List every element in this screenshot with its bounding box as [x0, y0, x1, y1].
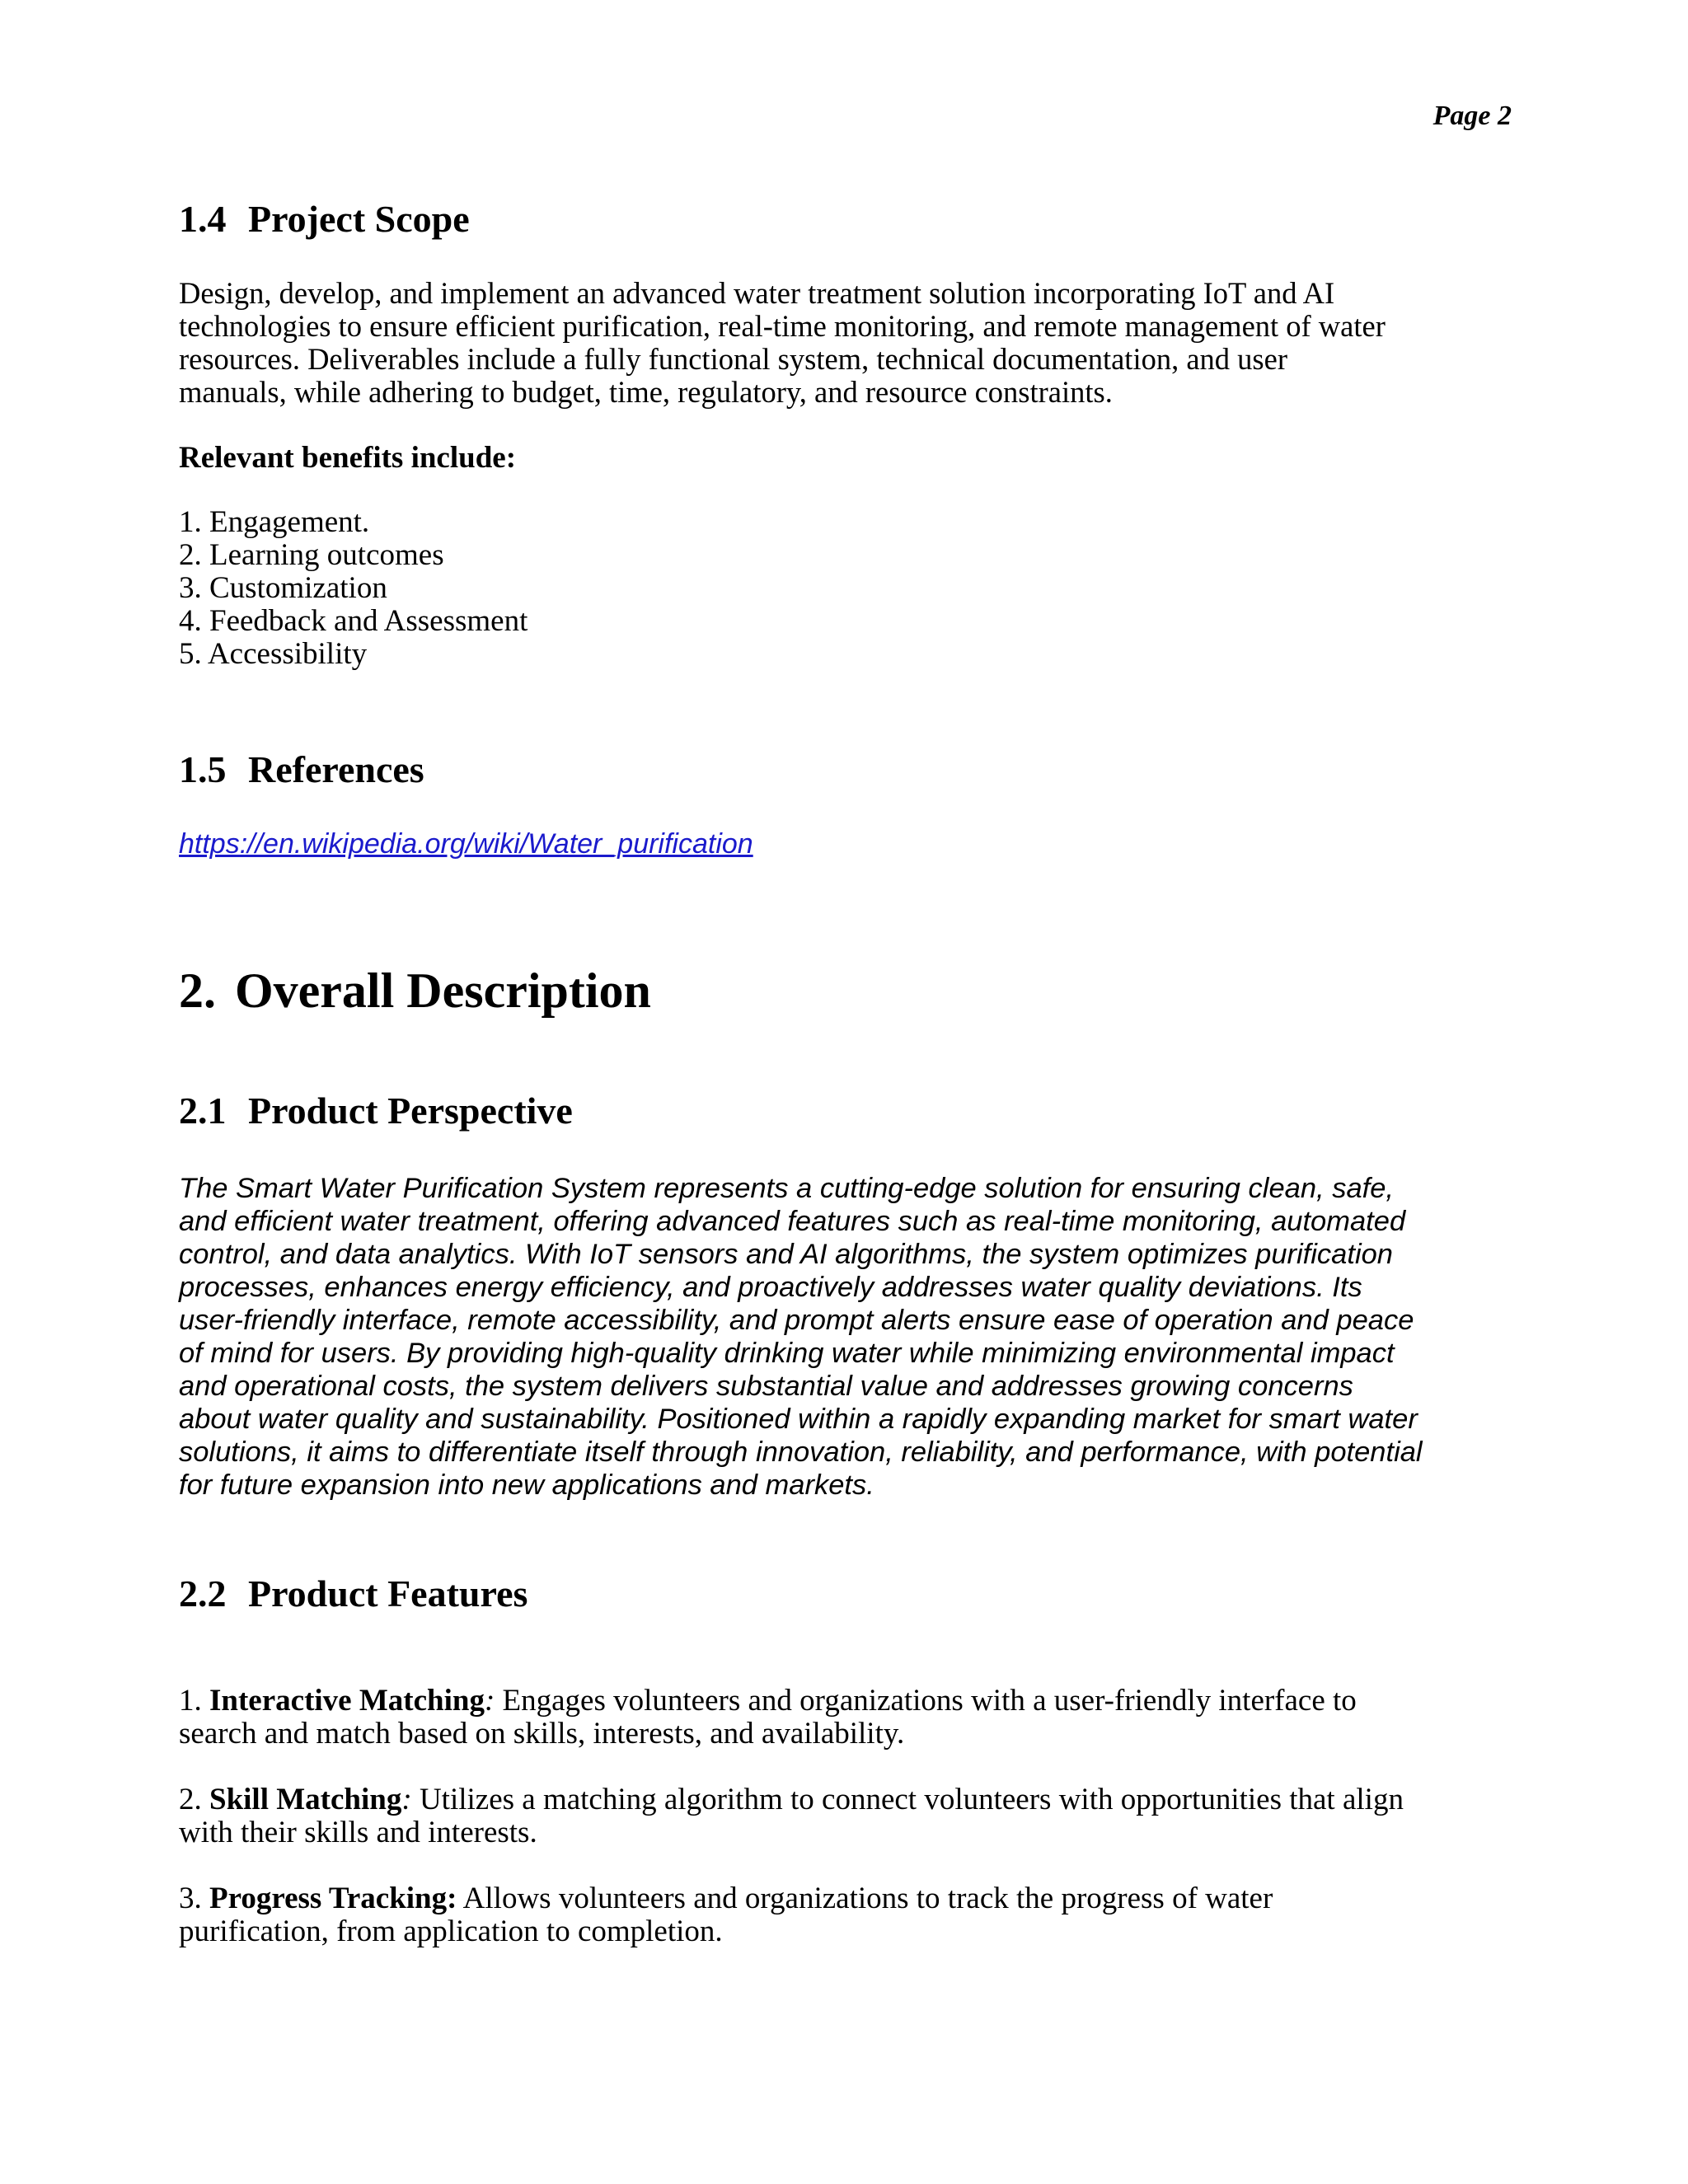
paragraph-line: processes, enhances energy efficiency, and proactively addresses water quality deviations. Its [179, 1272, 1362, 1303]
feature-name: Interactive Matching [209, 1684, 485, 1718]
feature-interactive-matching [179, 1685, 1539, 1750]
paragraph-line: technologies to ensure efficient purification, real-time monitoring, and remote management of water [179, 309, 1386, 343]
heading-number: 2.2 [179, 1572, 227, 1615]
heading-number: 2.1 [179, 1090, 227, 1132]
heading-product-perspective [179, 1088, 573, 1134]
paragraph-line: The Smart Water Purification System represents a cutting-edge solution for ensuring clean, safe, [179, 1173, 1394, 1204]
feature-name: Progress Tracking: [209, 1882, 457, 1915]
heading-product-features [179, 1571, 528, 1617]
list-item: 4. Feedback and Assessment [179, 604, 528, 638]
benefits-list [179, 506, 528, 671]
feature-description-continued: with their skills and interests. [179, 1816, 537, 1849]
paragraph-line: for future expansion into new applications and markets. [179, 1469, 874, 1501]
feature-index: 1. [179, 1684, 202, 1718]
product-perspective-paragraph [179, 1172, 1539, 1502]
paragraph-line: manuals, while adhering to budget, time, regulatory, and resource constraints. [179, 375, 1113, 409]
feature-name: Skill Matching [209, 1783, 402, 1816]
heading-number: 1.5 [179, 748, 227, 790]
heading-references [179, 747, 424, 793]
paragraph-line: of mind for users. By providing high-quality drinking water while minimizing environmental impact [179, 1338, 1395, 1369]
feature-index: 2. [179, 1783, 202, 1816]
paragraph-line: and operational costs, the system delivers substantial value and addresses growing concerns [179, 1371, 1353, 1402]
feature-index: 3. [179, 1882, 202, 1915]
heading-title: Project Scope [248, 198, 470, 240]
list-item: 2. Learning outcomes [179, 538, 444, 572]
heading-title: Product Features [248, 1572, 528, 1615]
reference-link[interactable]: https://en.wikipedia.org/wiki/Water_purification [179, 828, 753, 860]
list-item: 5. Accessibility [179, 637, 368, 671]
feature-description: Utilizes a matching algorithm to connect volunteers with opportunities that align [419, 1783, 1404, 1816]
paragraph-line: user-friendly interface, remote accessibility, and prompt alerts ensure ease of operation and peace [179, 1305, 1414, 1336]
feature-skill-matching [179, 1783, 1539, 1849]
feature-progress-tracking [179, 1882, 1539, 1948]
feature-description-continued: purification, from application to completion. [179, 1915, 723, 1948]
heading-overall-description [179, 961, 651, 1020]
heading-number: 2. [179, 963, 216, 1018]
paragraph-line: control, and data analytics. With IoT sensors and AI algorithms, the system optimizes purification [179, 1239, 1393, 1270]
heading-title: Product Perspective [248, 1090, 573, 1132]
heading-number: 1.4 [179, 198, 227, 240]
feature-description: Engages volunteers and organizations with a user-friendly interface to [502, 1684, 1357, 1718]
benefits-heading: Relevant benefits include: [179, 441, 517, 475]
feature-description-continued: search and match based on skills, interests, and availability. [179, 1717, 905, 1750]
paragraph-line: and efficient water treatment, offering advanced features such as real-time monitoring, automated [179, 1206, 1406, 1237]
list-item: 1. Engagement. [179, 505, 370, 539]
paragraph-line: about water quality and sustainability. Positioned within a rapidly expanding market for smart water [179, 1404, 1418, 1435]
feature-separator: : [401, 1783, 412, 1816]
feature-separator: : [484, 1684, 495, 1718]
project-scope-paragraph [179, 277, 1531, 409]
paragraph-line: resources. Deliverables include a fully functional system, technical documentation, and user [179, 342, 1287, 376]
paragraph-line: solutions, it aims to differentiate itself through innovation, reliability, and performance, with potential [179, 1436, 1423, 1468]
heading-title: Overall Description [235, 963, 651, 1018]
heading-project-scope [179, 196, 470, 242]
list-item: 3. Customization [179, 571, 387, 605]
heading-title: References [248, 748, 424, 790]
paragraph-line: Design, develop, and implement an advanced water treatment solution incorporating IoT and AI [179, 276, 1335, 310]
page-number: Page 2 [1432, 101, 1512, 131]
feature-description: Allows volunteers and organizations to track the progress of water [462, 1882, 1273, 1915]
